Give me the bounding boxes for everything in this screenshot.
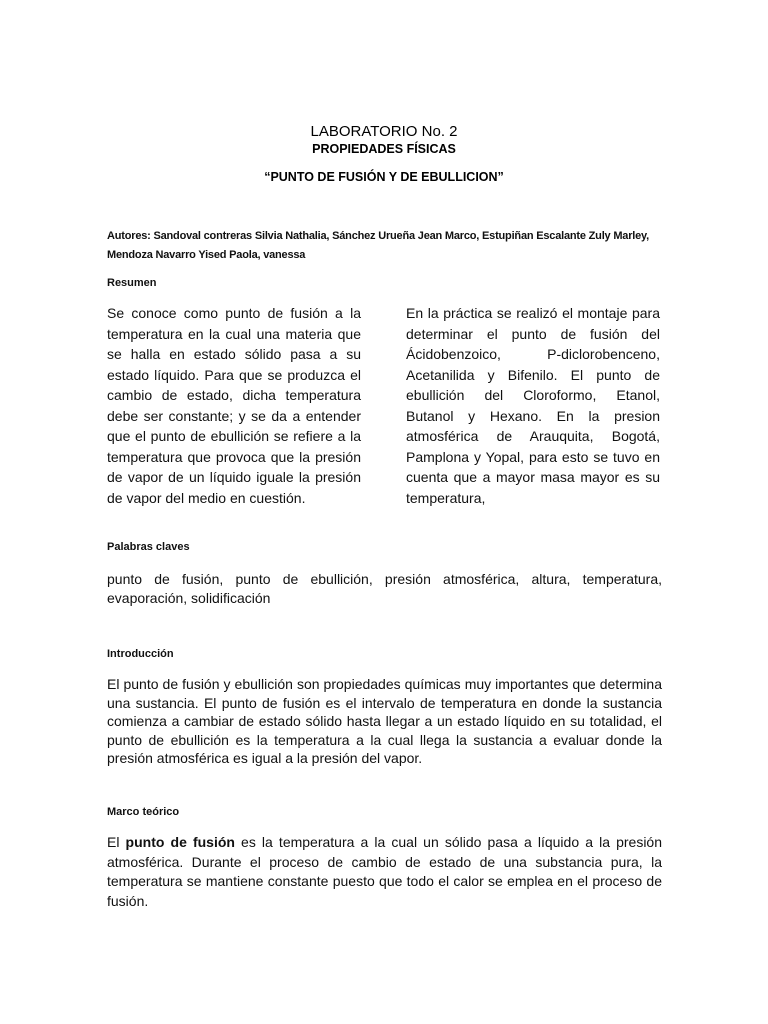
authors: Autores: Sandoval contreras Silvia Nathalia, Sánchez Urueña Jean Marco, Estupiñan Escalante Zuly Marley, Mendoza Navarro Yised Paola, vanessa	[107, 230, 650, 261]
resumen-right-column: En la práctica se realizó el montaje para determinar el punto de fusión del Ácidobenzoico, P-diclorobenceno, Acetanilida y Bifenilo. El punto de ebullición del Cloroformo, Etanol, Butanol y Hexano. En la presion atmosférica de Arauquita, Bogotá, Pamplona y Yopal, para esto se tuvo en cuenta que a mayor masa mayor es su temperatura,	[406, 305, 660, 506]
introduction-text: El punto de fusión y ebullición son propiedades químicas muy importantes que determina una sustancia. El punto de fusión es el intervalo de temperatura en donde la sustancia comienza a cambiar de estado sólido hasta llegar a un estado líquido en su totalidad, el punto de ebullición es la temperatura a la cual llega la sustancia a evaluar donde la presión atmosférica es igual a la presión del vapor.	[107, 676, 662, 766]
theory-bold-term: punto de fusión	[125, 834, 235, 850]
introduction-heading: Introducción	[107, 648, 174, 660]
theory-lead: El	[107, 834, 126, 850]
keywords-heading: Palabras claves	[107, 541, 190, 553]
main-title: “PUNTO DE FUSIÓN Y DE EBULLICION”	[264, 170, 504, 184]
resumen-heading: Resumen	[107, 277, 157, 289]
theory-body: es la temperatura a la cual un sólido pasa a líquido a la presión atmosférica. Durante el proceso de cambio de estado de una substancia pura, la temperatura se mantiene constante puesto que todo el calor se emplea en el proceso de fusión.	[107, 834, 662, 909]
theory-text	[107, 833, 662, 911]
theory-heading: Marco teórico	[107, 806, 180, 818]
resumen-left-column: Se conoce como punto de fusión a la temperatura en la cual una materia que se halla en estado sólido pasa a su estado líquido. Para que se produzca el cambio de estado, dicha temperatura debe ser constante; y se da a entender que el punto de ebullición se refiere a la temperatura que provoca que la presión de vapor de un líquido iguale la presión de vapor del medio en cuestión.	[107, 305, 361, 506]
keywords-text: punto de fusión, punto de ebullición, presión atmosférica, altura, temperatura, evaporación, solidificación	[107, 571, 662, 606]
lab-title: LABORATORIO No. 2	[310, 123, 458, 140]
subtitle: PROPIEDADES FÍSICAS	[312, 142, 456, 156]
